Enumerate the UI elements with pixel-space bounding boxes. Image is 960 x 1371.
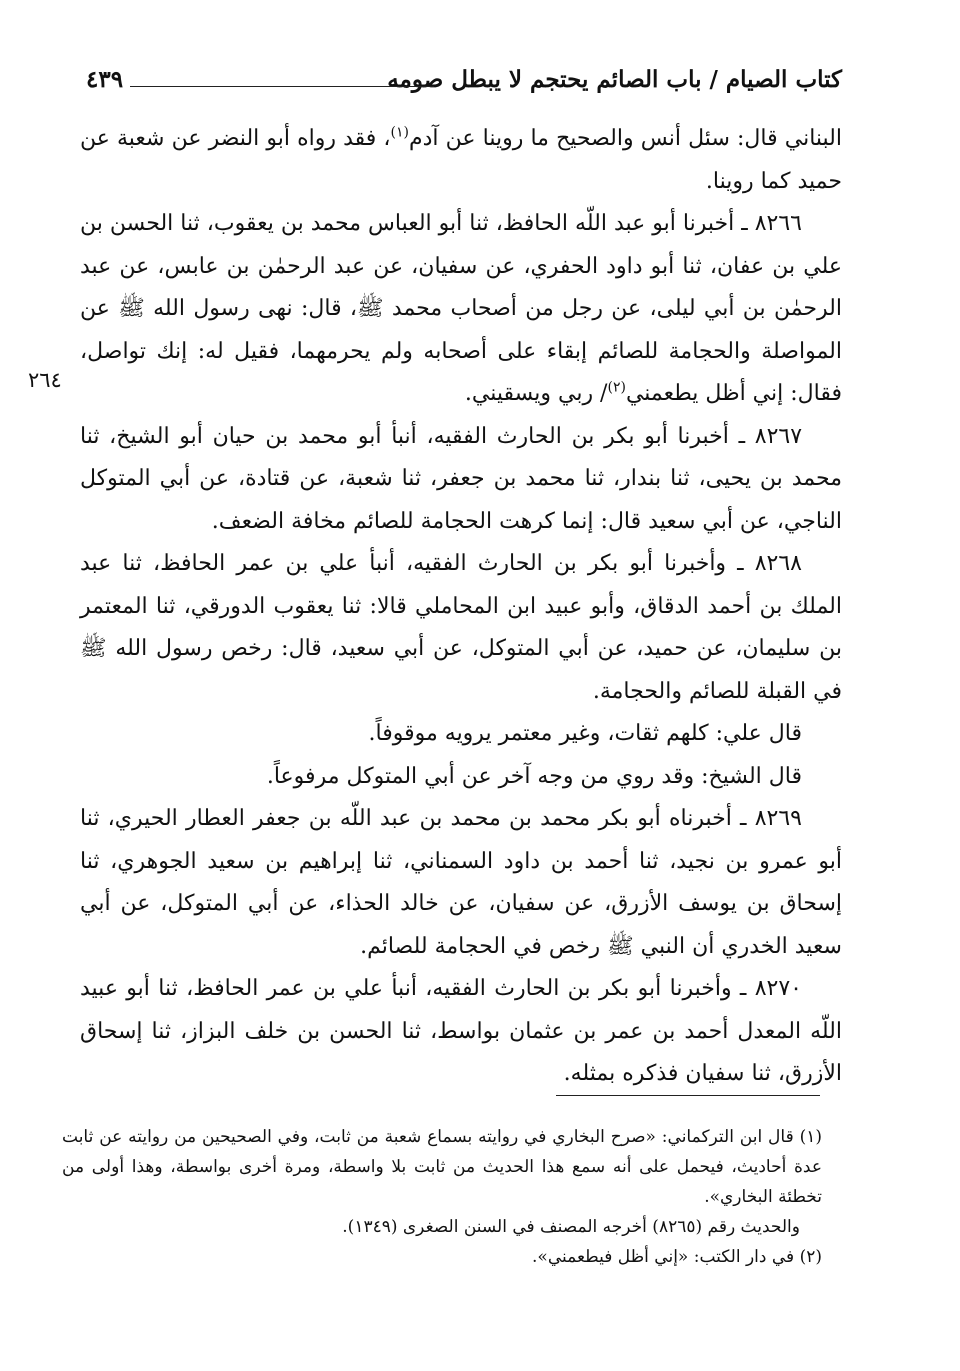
main-text (80, 118, 842, 1096)
footnotes (62, 1122, 822, 1272)
footnote-marker: (١) (390, 124, 409, 141)
paragraph-text-after: ، فقد رواه أبو النضر عن شعبة عن حميد كما روينا. (80, 126, 842, 194)
hadith-8267 (80, 416, 842, 544)
hadith-8270 (80, 968, 842, 1096)
paragraph-text: ٨٢٦٩ ـ أخبرناه أبو بكر محمد بن محمد بن عبد اللّه بن جعفر العطار الحيري، ثنا أبو عمرو بن نجيد، ثنا أحمد بن داود السمناني، ثنا إبراهيم بن سعيد الجوهري، ثنا إسحاق بن يوسف الأزرق، عن سفيان، عن خالد الحذاء، عن أبي المتوكل، عن أبي سعيد الخدري أن النبي ﷺ رخص في الحجامة للصائم. (80, 806, 842, 959)
footnote-1-continuation: والحديث رقم (٨٢٦٥) أخرجه المصنف في السنن الصغرى (١٣٤٩). (342, 1217, 800, 1237)
header-title: كتاب الصيام / باب الصائم يحتجم لا يبطل صومه (387, 66, 842, 93)
hadith-8269 (80, 798, 842, 968)
hadith-8268 (80, 543, 842, 713)
footnote-marker: (٢) (607, 379, 626, 396)
remark-ali (80, 713, 842, 756)
paragraph-text: قال الشيخ: وقد روي من وجه آخر عن أبي المتوكل مرفوعاً. (266, 763, 802, 789)
paragraph-text: قال علي: كلهم ثقات، وغير معتمر يرويه موقوفاً. (368, 721, 802, 746)
footnote-1: (١) قال ابن التركماني: «صرح البخاري في روايته بسماع شعبة من ثابت، وفي الصحيحين من روايته عن ثابت عدة أحاديث، فيحمل على أنه سمع هذا الحديث من ثابت بلا واسطة، ومرة أخرى بواسطة، وهذا أولى من تخطئة البخاري». (62, 1127, 822, 1207)
paragraph-text: ٨٢٦٦ ـ أخبرنا أبو عبد اللّه الحافظ، ثنا أبو العباس محمد بن يعقوب، ثنا الحسن بن علي بن عفان، ثنا أبو داود الحفري، عن سفيان، عن عبد الرحمٰن بن عابس، عن عبد الرحمٰن بن أبي ليلى، عن رجل من أصحاب محمد ﷺ، قال: نهى رسول الله ﷺ عن المواصلة والحجامة للصائم إبقاء على أصحابه ولم يحرمهما، فقيل له: إنك تواصل، فقال: إني أظل يطعمني (80, 211, 842, 406)
paragraph-text: ٨٢٦٧ ـ أخبرنا أبو بكر بن الحارث الفقيه، أنبأ أبو محمد بن حيان أبو الشيخ، ثنا محمد بن يحيى، ثنا بندار، ثنا محمد بن جعفر، ثنا شعبة، عن قتادة، عن أبي المتوكل الناجي، عن أبي سعيد قال: إنما كرهت الحجامة للصائم مخافة الضعف. (80, 423, 842, 534)
paragraph-text: البناني قال: سئل أنس والصحيح ما روينا عن آدم (408, 126, 842, 151)
footnote-separator (556, 1095, 820, 1096)
margin-page-reference: ٢٦٤ (28, 368, 62, 392)
hadith-8266 (80, 203, 842, 416)
paragraph-continuation (80, 118, 842, 203)
paragraph-text: ٨٢٦٨ ـ وأخبرنا أبو بكر بن الحارث الفقيه، أنبأ علي بن عمر الحافظ، ثنا عبد الملك بن أحمد الدقاق، وأبو عبيد ابن المحاملي قالا: ثنا يعقوب الدورقي، ثنا المعتمر بن سليمان، عن حميد، عن أبي المتوكل، عن أبي سعيد، قال: رخص رسول الله ﷺ في القبلة للصائم والحجامة. (80, 551, 842, 704)
page-number: ٤٣٩ (86, 66, 124, 93)
footnote-2: (٢) في دار الكتب: «إني أظل فيطعمني». (532, 1247, 822, 1267)
running-header (86, 62, 842, 102)
header-rule (130, 86, 434, 87)
paragraph-text-after: / ربي ويسقيني. (464, 381, 608, 406)
remark-shaykh (80, 756, 842, 799)
paragraph-text: ٨٢٧٠ ـ وأخبرنا أبو بكر بن الحارث الفقيه، أنبأ علي بن عمر الحافظ، ثنا أبو عبيد اللّه المعدل أحمد بن عمر بن عثمان بواسط، ثنا الحسن بن خلف البزاز، ثنا إسحاق الأزرق، ثنا سفيان فذكره بمثله. (80, 976, 842, 1086)
